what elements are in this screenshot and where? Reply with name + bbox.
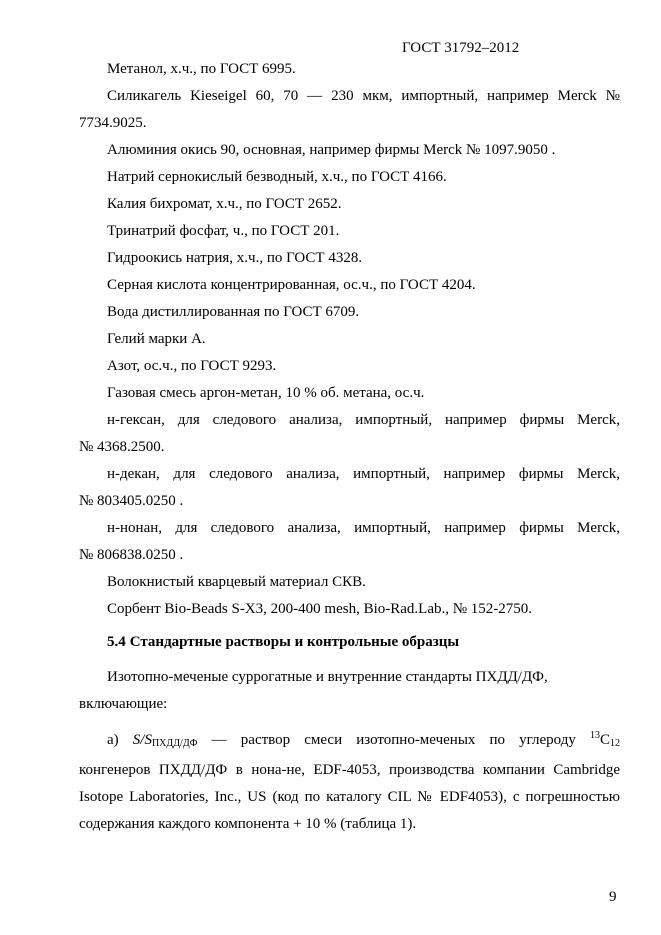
- reagent-distilled-water: Вода дистиллированная по ГОСТ 6709.: [107, 304, 360, 320]
- reagent-nitrogen: Азот, ос.ч., по ГОСТ 9293.: [107, 358, 277, 374]
- reagent-sulfuric-acid: Серная кислота концентрированная, ос.ч., по ГОСТ 4204.: [107, 277, 476, 293]
- item-a-symbol-subscript: ПХДД/ДФ: [151, 738, 198, 749]
- reagent-trisodium-phosphate: Тринатрий фосфат, ч., по ГОСТ 201.: [107, 223, 340, 239]
- section-title: Стандартные растворы и контрольные образцы: [129, 634, 460, 650]
- intro-line1: Изотопно-меченые суррогатные и внутренние стандарты ПХДД/ДФ,: [107, 669, 548, 685]
- reagent-decane-line1: н-декан, для следового анализа, импортный, например фирмы Merck,: [107, 466, 620, 482]
- reagent-decane-line2: № 803405.0250 .: [79, 493, 184, 509]
- section-heading: [79, 629, 620, 656]
- section-number: 5.4: [107, 634, 126, 650]
- reagent-alumina: Алюминия окись 90, основная, например фирмы Merck № 1097.9050 .: [107, 142, 556, 158]
- item-a-isotope: [590, 732, 620, 748]
- intro-line2: включающие:: [79, 696, 168, 712]
- reagent-silica-gel-line2: 7734.9025.: [79, 115, 147, 131]
- reagent-hexane-line1: н-гексан, для следового анализа, импортный, например фирмы Merck,: [107, 412, 620, 428]
- reagent-methanol: Метанол, х.ч., по ГОСТ 6995.: [107, 61, 296, 77]
- item-a-symbol-text: S/S: [132, 732, 152, 748]
- page-number: 9: [609, 889, 617, 905]
- reagent-argon-methane: Газовая смесь аргон-метан, 10 % об. метана, ос.ч.: [107, 385, 425, 401]
- item-a-line4: содержания каждого компонента + 10 % (таблица 1).: [79, 816, 417, 832]
- item-a-symbol: [133, 732, 198, 748]
- reagent-silica-gel-line1: Силикагель Kieseigel 60, 70 — 230 мкм, импортный, например Merck №: [107, 88, 620, 104]
- item-a-prefix: а): [107, 732, 119, 748]
- item-a-description: — раствор смеси изотопно-меченых по углероду: [211, 732, 576, 748]
- document-code-header: ГОСТ 31792–2012: [402, 40, 520, 56]
- isotope-subscript: 12: [610, 738, 621, 749]
- document-body: [79, 56, 620, 838]
- reagent-nonane-line1: н-нонан, для следового анализа, импортный, например фирмы Merck,: [107, 520, 620, 536]
- item-a-line1: [79, 722, 620, 757]
- reagent-helium: Гелий марки А.: [107, 331, 206, 347]
- reagent-quartz-fiber: Волокнистый кварцевый материал СКВ.: [107, 574, 366, 590]
- reagent-nonane-line2: № 806838.0250 .: [79, 547, 184, 563]
- reagent-hexane-line2: № 4368.2500.: [79, 439, 165, 455]
- isotope-element: С: [600, 732, 611, 748]
- reagent-sorbent: Сорбент Bio-Beads S-X3, 200-400 mesh, Bio-Rad.Lab., № 152-2750.: [107, 601, 533, 617]
- item-a-line3: Isotope Laboratories, Inc., US (код по каталогу CIL № EDF4053), с погрешностью: [79, 789, 620, 805]
- item-a-line2: конгенеров ПХДД/ДФ в нона-не, EDF-4053, производства компании Cambridge: [79, 762, 620, 778]
- reagent-sodium-hydroxide: Гидроокись натрия, х.ч., по ГОСТ 4328.: [107, 250, 363, 266]
- reagent-potassium-dichromate: Калия бихромат, х.ч., по ГОСТ 2652.: [107, 196, 342, 212]
- reagent-sodium-sulfate: Натрий сернокислый безводный, х.ч., по ГОСТ 4166.: [107, 169, 447, 185]
- isotope-superscript: 13: [590, 730, 601, 741]
